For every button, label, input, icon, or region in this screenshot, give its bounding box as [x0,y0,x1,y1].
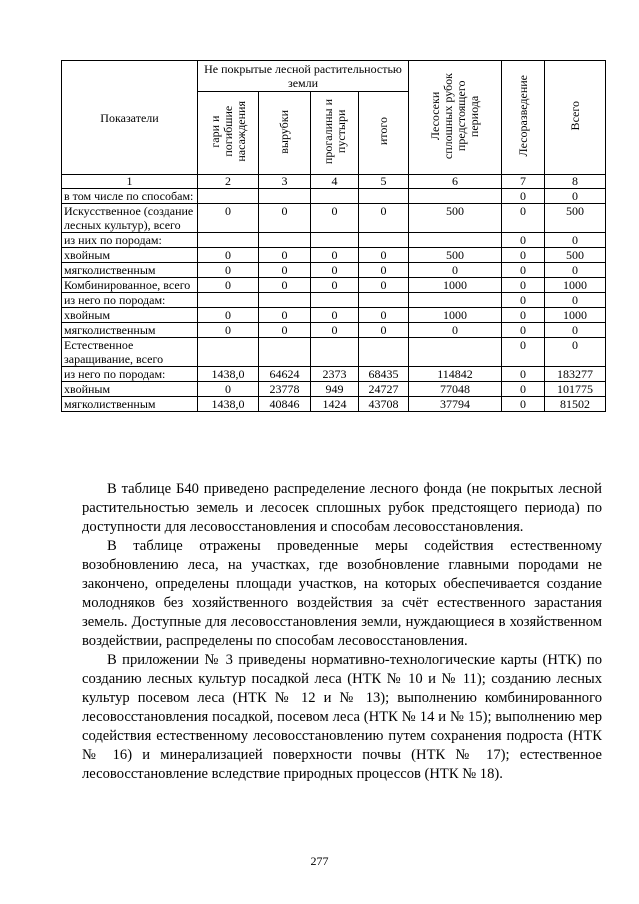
table-cell: 40846 [259,397,311,412]
body-text [82,480,602,784]
row-label: из него по породам: [62,293,198,308]
table-cell: 68435 [359,367,409,382]
table-cell: 1000 [409,278,502,293]
table-cell: 500 [545,248,606,263]
table-cell: 0 [311,308,359,323]
table-cell: 0 [545,323,606,338]
table-cell: 0 [311,204,359,233]
table-cell: 43708 [359,397,409,412]
table-cell: 0 [502,189,545,204]
table-cell [198,233,259,248]
table-row [62,248,606,263]
header-cultivation-text: Лесоразведение [515,75,530,157]
table-cell: 0 [502,248,545,263]
table-cell: 0 [502,204,545,233]
table-cell: 0 [198,278,259,293]
header-sub-cuttings [259,92,311,175]
table-row [62,204,606,233]
table-cell: 2373 [311,367,359,382]
table-row [62,263,606,278]
table-row [62,233,606,248]
table-cell: 0 [359,323,409,338]
table-cell: 77048 [409,382,502,397]
header-sub-text: вырубки [277,109,291,154]
table-cell: 0 [359,248,409,263]
table-cell [359,293,409,308]
table-cell [198,189,259,204]
header-clearcut-text: Лесосеки сплошных рубок предстоящего периода [428,72,481,160]
row-label: из него по породам: [62,367,198,382]
table-cell: 0 [502,397,545,412]
table-cell: 1000 [409,308,502,323]
row-label: Искусственное (создание лесных культур), всего [62,204,198,233]
table-cell: 37794 [409,397,502,412]
table-cell: 0 [359,263,409,278]
row-label: мягколиственным [62,397,198,412]
column-number: 5 [359,175,409,189]
table-cell: 0 [259,204,311,233]
table-cell [198,293,259,308]
table-cell: 0 [259,248,311,263]
table-cell: 0 [198,263,259,278]
column-number: 1 [62,175,198,189]
table-cell: 1424 [311,397,359,412]
table-cell: 0 [198,308,259,323]
header-sub-glades [311,92,359,175]
table-cell: 0 [359,308,409,323]
table-cell: 0 [502,308,545,323]
header-indicators: Показатели [62,61,198,175]
table-cell [259,233,311,248]
table-cell [259,338,311,367]
table-cell: 0 [198,323,259,338]
header-uncovered-group: Не покрытые лесной растительностью земли [198,61,409,92]
table-row [62,397,606,412]
table-cell: 0 [545,233,606,248]
table-cell: 0 [545,263,606,278]
table-cell: 949 [311,382,359,397]
table-cell: 0 [502,367,545,382]
table-cell: 0 [311,248,359,263]
table-cell: 23778 [259,382,311,397]
table-cell: 0 [502,338,545,367]
paragraph: В таблице Б40 приведено распределение лесного фонда (не покрытых лесной растительностью земель и лесосек сплошных рубок предстоящего периода) по доступности для лесовосстановления и способам лесовосстановления. [82,481,602,535]
header-sub-text: итого [376,117,390,146]
table-cell: 1438,0 [198,397,259,412]
table-cell: 24727 [359,382,409,397]
row-label: хвойным [62,308,198,323]
table-cell: 81502 [545,397,606,412]
table-cell: 0 [311,323,359,338]
table-cell [409,293,502,308]
table-cell: 64624 [259,367,311,382]
header-sub-burned [198,92,259,175]
table-cell [409,233,502,248]
table-cell [259,189,311,204]
table-cell [359,338,409,367]
table-cell: 0 [359,278,409,293]
table-cell [198,338,259,367]
table-cell: 0 [259,263,311,278]
table-cell [409,338,502,367]
column-number-row [62,175,606,189]
header-total-text: Всего [567,101,582,131]
table-row [62,323,606,338]
table-cell: 0 [502,382,545,397]
column-number: 7 [502,175,545,189]
table-row [62,367,606,382]
table-cell: 0 [409,323,502,338]
table-cell: 114842 [409,367,502,382]
table-cell: 500 [545,204,606,233]
table-cell [259,293,311,308]
table-row [62,189,606,204]
header-sub-text: гари и погибшие насаждения [207,101,248,162]
table-cell [409,189,502,204]
column-number: 4 [311,175,359,189]
table-cell [311,233,359,248]
table-cell: 0 [502,278,545,293]
table-cell: 0 [409,263,502,278]
table-cell: 0 [545,293,606,308]
table-row [62,308,606,323]
table-cell: 0 [502,293,545,308]
table-cell: 0 [198,248,259,263]
table-cell: 0 [259,308,311,323]
row-label: мягколиственным [62,263,198,278]
table-cell: 0 [259,278,311,293]
row-label: мягколиственным [62,323,198,338]
table-cell: 0 [502,233,545,248]
column-number: 3 [259,175,311,189]
row-label: Комбинированное, всего [62,278,198,293]
header-sub-text: прогалины и пустыри [320,98,348,165]
table-row [62,278,606,293]
table-cell [359,189,409,204]
row-label: Естественное заращивание, всего [62,338,198,367]
row-label: хвойным [62,248,198,263]
header-total [545,61,606,175]
forest-restoration-table [61,60,606,412]
table-row [62,293,606,308]
table-cell: 500 [409,204,502,233]
table-cell: 0 [311,263,359,278]
table-cell: 0 [259,323,311,338]
table-cell: 1000 [545,278,606,293]
table-cell: 0 [502,263,545,278]
paragraph: В таблице отражены проведенные меры содействия естественному возобновлению леса, на участках, где возобновление главными породами не закончено, определены площади участков, на которых обеспечивается создание молодняков без хозяйственного воздействия за счёт естественного зарастания земель. Доступные для лесовосстановления земли, нуждающиеся в хозяйственном воздействии, распределены по способам лесовосстановления. [82,538,602,649]
row-label: в том числе по способам: [62,189,198,204]
table-cell [359,233,409,248]
table-cell: 0 [198,382,259,397]
table-cell: 0 [359,204,409,233]
table-cell: 500 [409,248,502,263]
page-number: 277 [310,854,329,868]
column-number: 2 [198,175,259,189]
table-cell: 0 [502,323,545,338]
table-cell: 1000 [545,308,606,323]
table-cell: 101775 [545,382,606,397]
table-cell [311,338,359,367]
row-label: хвойным [62,382,198,397]
table-cell: 1438,0 [198,367,259,382]
table-cell: 0 [311,278,359,293]
table-cell [311,293,359,308]
column-number: 8 [545,175,606,189]
header-sub-subtotal [359,92,409,175]
header-clearcut [409,61,502,175]
table-cell: 0 [198,204,259,233]
table-cell: 0 [545,338,606,367]
table-cell [311,189,359,204]
table-cell: 0 [545,189,606,204]
header-cultivation [502,61,545,175]
paragraph: В приложении № 3 приведены нормативно-технологические карты (НТК) по созданию лесных культур посадкой леса (НТК № 10 и № 11); созданию лесных культур посевом леса (НТК № 12 и № 13); выполнению комбинированного лесовосстановления посадкой, посевом леса (НТК № 14 и № 15); выполнению мер содействия естественному лесовосстановлению путем сохранения подроста (НТК № 16) и минерализацией поверхности почвы (НТК № 17); естественное лесовосстановление вследствие природных процессов (НТК № 18). [82,652,602,782]
table-cell: 183277 [545,367,606,382]
table-row [62,382,606,397]
table-row [62,338,606,367]
row-label: из них по породам: [62,233,198,248]
column-number: 6 [409,175,502,189]
